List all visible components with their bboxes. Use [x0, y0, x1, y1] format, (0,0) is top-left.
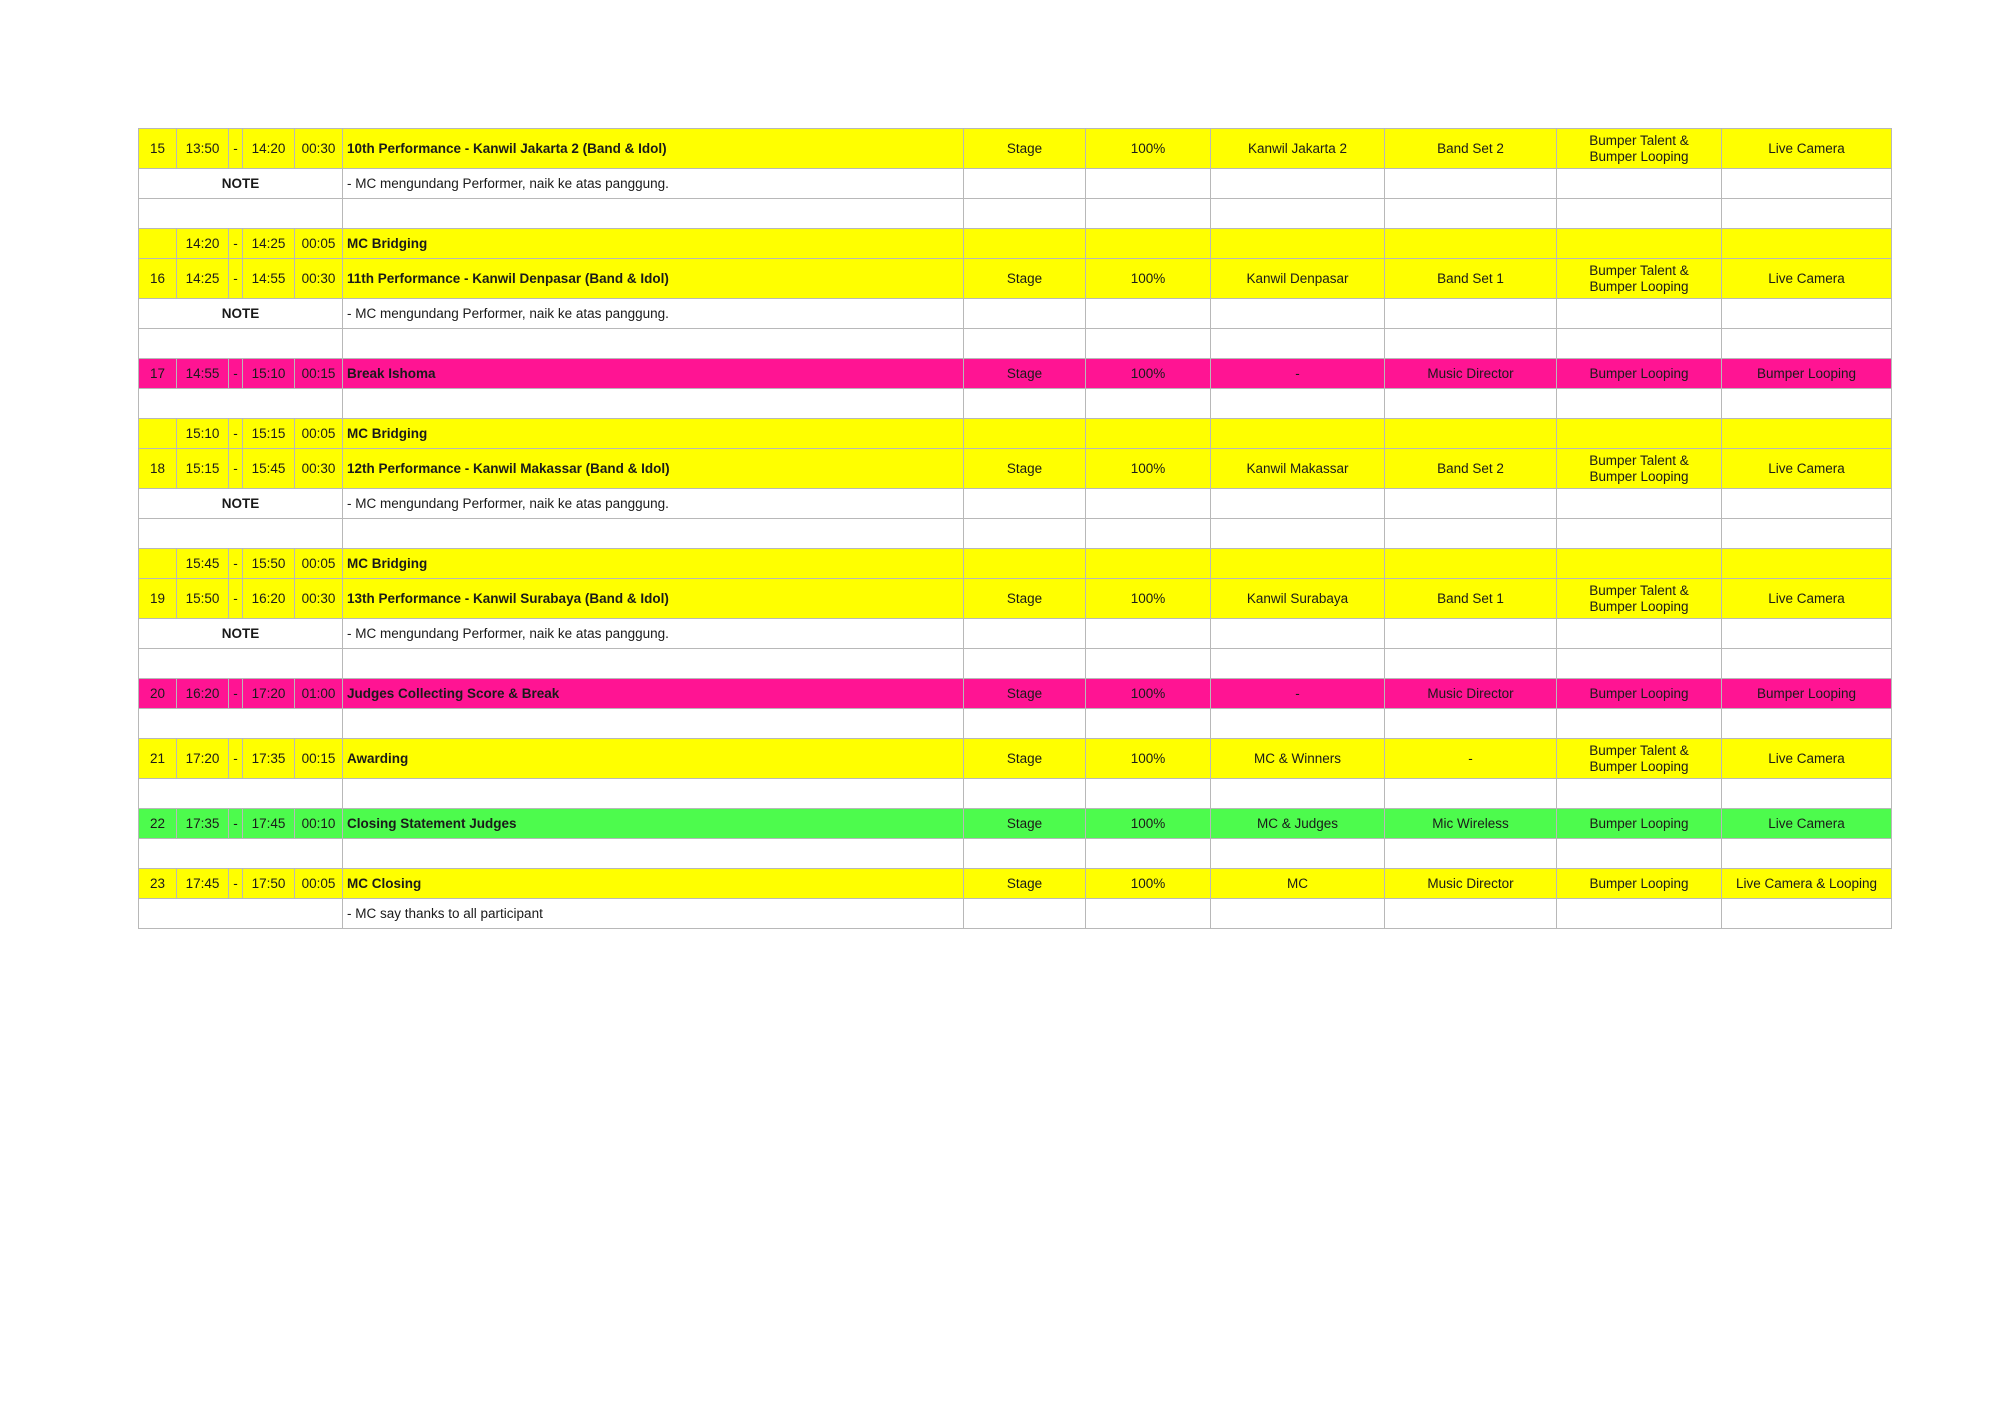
cell-talent	[1211, 779, 1385, 809]
cell-desc[interactable]: MC Bridging	[343, 549, 964, 579]
cell-blank-left	[139, 779, 343, 809]
cell-audio[interactable]: Music Director	[1385, 679, 1557, 709]
cell-desc[interactable]: Break Ishoma	[343, 359, 964, 389]
cell-end[interactable]: 15:10	[243, 359, 295, 389]
cell-vt	[1557, 389, 1722, 419]
cell-audio	[1385, 779, 1557, 809]
cell-dash[interactable]: -	[229, 229, 243, 259]
cell-dur[interactable]: 00:05	[295, 869, 343, 899]
cell-start[interactable]: 17:20	[177, 739, 229, 779]
cell-loc	[964, 709, 1086, 739]
table-row[interactable]	[139, 619, 1892, 649]
cell-loc[interactable]: Stage	[964, 449, 1086, 489]
cell-vt	[1557, 839, 1722, 869]
cell-desc	[343, 779, 964, 809]
cell-loc[interactable]: Stage	[964, 359, 1086, 389]
table-row[interactable]	[139, 649, 1892, 679]
cell-cam	[1722, 519, 1892, 549]
cell-vt[interactable]: Bumper Looping	[1557, 679, 1722, 709]
cell-talent	[1211, 299, 1385, 329]
cell-pct[interactable]	[1086, 549, 1211, 579]
cell-desc	[343, 709, 964, 739]
cell-talent[interactable]: Kanwil Jakarta 2	[1211, 129, 1385, 169]
cell-talent	[1211, 169, 1385, 199]
cell-dash[interactable]: -	[229, 449, 243, 489]
cell-talent[interactable]: MC	[1211, 869, 1385, 899]
cell-vt[interactable]: Bumper Talent & Bumper Looping	[1557, 259, 1722, 299]
cell-no[interactable]: 22	[139, 809, 177, 839]
cell-desc[interactable]: - MC mengundang Performer, naik ke atas panggung.	[343, 489, 964, 519]
cell-desc[interactable]: - MC mengundang Performer, naik ke atas panggung.	[343, 169, 964, 199]
table-row[interactable]	[139, 899, 1892, 929]
cell-no[interactable]: 19	[139, 579, 177, 619]
cell-vt	[1557, 619, 1722, 649]
cell-dur[interactable]: 00:05	[295, 549, 343, 579]
cell-vt	[1557, 299, 1722, 329]
cell-loc	[964, 839, 1086, 869]
cell-vt	[1557, 779, 1722, 809]
cell-dur[interactable]: 00:05	[295, 419, 343, 449]
cell-dash[interactable]: -	[229, 679, 243, 709]
cell-cam	[1722, 839, 1892, 869]
cell-label	[139, 899, 343, 929]
cell-label: NOTE	[139, 619, 343, 649]
cell-audio	[1385, 169, 1557, 199]
cell-no[interactable]: 17	[139, 359, 177, 389]
cell-loc	[964, 899, 1086, 929]
cell-loc[interactable]	[964, 419, 1086, 449]
cell-audio[interactable]: Music Director	[1385, 869, 1557, 899]
cell-audio[interactable]: Band Set 2	[1385, 129, 1557, 169]
cell-loc	[964, 199, 1086, 229]
cell-cam[interactable]: Live Camera & Looping	[1722, 869, 1892, 899]
cell-talent	[1211, 489, 1385, 519]
cell-loc	[964, 779, 1086, 809]
cell-label: NOTE	[139, 169, 343, 199]
cell-talent[interactable]	[1211, 419, 1385, 449]
cell-talent	[1211, 709, 1385, 739]
cell-pct	[1086, 169, 1211, 199]
cell-audio[interactable]: Band Set 1	[1385, 579, 1557, 619]
cell-audio	[1385, 489, 1557, 519]
table-row[interactable]	[139, 709, 1892, 739]
cell-dur[interactable]: 00:15	[295, 359, 343, 389]
cell-no[interactable]: 18	[139, 449, 177, 489]
cell-cam[interactable]: Live Camera	[1722, 129, 1892, 169]
cell-desc[interactable]: Judges Collecting Score & Break	[343, 679, 964, 709]
cell-audio[interactable]: Mic Wireless	[1385, 809, 1557, 839]
cell-dash[interactable]: -	[229, 869, 243, 899]
cell-dash[interactable]: -	[229, 259, 243, 299]
cell-desc[interactable]: - MC mengundang Performer, naik ke atas panggung.	[343, 299, 964, 329]
cell-desc[interactable]: Closing Statement Judges	[343, 809, 964, 839]
cell-no[interactable]: 20	[139, 679, 177, 709]
table-row[interactable]	[139, 519, 1892, 549]
cell-loc	[964, 169, 1086, 199]
cell-talent	[1211, 619, 1385, 649]
cell-pct	[1086, 649, 1211, 679]
cell-cam[interactable]: Live Camera	[1722, 259, 1892, 299]
cell-talent[interactable]: Kanwil Denpasar	[1211, 259, 1385, 299]
cell-start[interactable]: 17:35	[177, 809, 229, 839]
cell-cam[interactable]	[1722, 419, 1892, 449]
cell-vt[interactable]: Bumper Talent & Bumper Looping	[1557, 129, 1722, 169]
cell-talent[interactable]: Kanwil Makassar	[1211, 449, 1385, 489]
cell-audio[interactable]: Band Set 2	[1385, 449, 1557, 489]
cell-end[interactable]: 17:45	[243, 809, 295, 839]
cell-dash[interactable]: -	[229, 579, 243, 619]
table-row[interactable]	[139, 549, 1892, 579]
cell-talent[interactable]: Kanwil Surabaya	[1211, 579, 1385, 619]
cell-blank-left	[139, 709, 343, 739]
cell-pct	[1086, 899, 1211, 929]
cell-pct	[1086, 199, 1211, 229]
table-row[interactable]	[139, 359, 1892, 389]
cell-vt[interactable]: Bumper Looping	[1557, 869, 1722, 899]
cell-start[interactable]: 14:55	[177, 359, 229, 389]
table-row[interactable]	[139, 579, 1892, 619]
table-row[interactable]	[139, 299, 1892, 329]
cell-vt[interactable]	[1557, 419, 1722, 449]
cell-start[interactable]: 17:45	[177, 869, 229, 899]
cell-audio	[1385, 329, 1557, 359]
table-row[interactable]	[139, 809, 1892, 839]
cell-desc[interactable]: MC Bridging	[343, 419, 964, 449]
cell-vt[interactable]: Bumper Talent & Bumper Looping	[1557, 739, 1722, 779]
cell-end[interactable]: 15:15	[243, 419, 295, 449]
cell-cam	[1722, 489, 1892, 519]
cell-cam[interactable]	[1722, 229, 1892, 259]
cell-no[interactable]: 21	[139, 739, 177, 779]
cell-cam[interactable]: Live Camera	[1722, 809, 1892, 839]
cell-talent	[1211, 329, 1385, 359]
table-row[interactable]	[139, 779, 1892, 809]
table-row[interactable]	[139, 259, 1892, 299]
cell-talent[interactable]: MC & Judges	[1211, 809, 1385, 839]
cell-talent[interactable]: MC & Winners	[1211, 739, 1385, 779]
cell-start[interactable]: 15:15	[177, 449, 229, 489]
cell-vt[interactable]	[1557, 549, 1722, 579]
cell-dur[interactable]: 00:30	[295, 579, 343, 619]
cell-desc[interactable]: MC Closing	[343, 869, 964, 899]
table-row[interactable]	[139, 739, 1892, 779]
cell-pct[interactable]: 100%	[1086, 449, 1211, 489]
cell-talent	[1211, 899, 1385, 929]
cell-talent	[1211, 389, 1385, 419]
cell-cam	[1722, 169, 1892, 199]
rundown-sheet	[138, 128, 1878, 929]
cell-vt[interactable]: Bumper Looping	[1557, 809, 1722, 839]
cell-vt	[1557, 899, 1722, 929]
cell-desc[interactable]: 13th Performance - Kanwil Surabaya (Band & Idol)	[343, 579, 964, 619]
cell-dash[interactable]: -	[229, 129, 243, 169]
cell-audio	[1385, 899, 1557, 929]
cell-dur[interactable]: 00:05	[295, 229, 343, 259]
cell-pct	[1086, 299, 1211, 329]
cell-end[interactable]: 14:25	[243, 229, 295, 259]
cell-dur[interactable]: 00:30	[295, 449, 343, 489]
cell-loc[interactable]: Stage	[964, 869, 1086, 899]
cell-loc[interactable]: Stage	[964, 809, 1086, 839]
cell-start[interactable]: 15:50	[177, 579, 229, 619]
cell-audio[interactable]	[1385, 549, 1557, 579]
cell-desc[interactable]: Awarding	[343, 739, 964, 779]
cell-cam	[1722, 389, 1892, 419]
cell-cam	[1722, 779, 1892, 809]
cell-cam	[1722, 199, 1892, 229]
cell-cam[interactable]	[1722, 549, 1892, 579]
table-row[interactable]	[139, 419, 1892, 449]
cell-desc	[343, 329, 964, 359]
cell-audio	[1385, 649, 1557, 679]
cell-pct[interactable]: 100%	[1086, 809, 1211, 839]
cell-loc	[964, 519, 1086, 549]
cell-vt	[1557, 489, 1722, 519]
table-row[interactable]	[139, 329, 1892, 359]
cell-label: NOTE	[139, 489, 343, 519]
cell-loc[interactable]	[964, 229, 1086, 259]
cell-desc	[343, 199, 964, 229]
cell-cam	[1722, 299, 1892, 329]
cell-talent[interactable]	[1211, 229, 1385, 259]
rundown-body	[139, 129, 1892, 929]
cell-audio[interactable]	[1385, 229, 1557, 259]
cell-desc	[343, 389, 964, 419]
cell-talent	[1211, 199, 1385, 229]
cell-pct	[1086, 489, 1211, 519]
table-row[interactable]	[139, 679, 1892, 709]
cell-talent[interactable]: -	[1211, 679, 1385, 709]
cell-loc[interactable]: Stage	[964, 579, 1086, 619]
cell-audio	[1385, 299, 1557, 329]
cell-pct	[1086, 329, 1211, 359]
cell-cam	[1722, 329, 1892, 359]
cell-end[interactable]: 15:45	[243, 449, 295, 489]
cell-talent	[1211, 519, 1385, 549]
cell-dur[interactable]: 01:00	[295, 679, 343, 709]
cell-vt	[1557, 169, 1722, 199]
cell-blank-left	[139, 839, 343, 869]
cell-end[interactable]: 15:50	[243, 549, 295, 579]
cell-pct[interactable]: 100%	[1086, 679, 1211, 709]
cell-vt	[1557, 519, 1722, 549]
cell-blank-left	[139, 199, 343, 229]
cell-talent	[1211, 839, 1385, 869]
cell-end[interactable]: 14:20	[243, 129, 295, 169]
cell-loc[interactable]: Stage	[964, 679, 1086, 709]
table-row[interactable]	[139, 839, 1892, 869]
cell-pct[interactable]: 100%	[1086, 129, 1211, 169]
table-row[interactable]	[139, 449, 1892, 489]
cell-audio	[1385, 709, 1557, 739]
cell-dash[interactable]: -	[229, 809, 243, 839]
cell-loc[interactable]	[964, 549, 1086, 579]
cell-pct	[1086, 779, 1211, 809]
cell-desc	[343, 839, 964, 869]
cell-dash[interactable]: -	[229, 549, 243, 579]
cell-no[interactable]: 16	[139, 259, 177, 299]
cell-start[interactable]: 16:20	[177, 679, 229, 709]
table-row[interactable]	[139, 129, 1892, 169]
cell-audio[interactable]: -	[1385, 739, 1557, 779]
cell-audio	[1385, 839, 1557, 869]
cell-cam[interactable]: Bumper Looping	[1722, 359, 1892, 389]
cell-loc	[964, 299, 1086, 329]
cell-audio	[1385, 519, 1557, 549]
cell-audio[interactable]	[1385, 419, 1557, 449]
cell-vt	[1557, 649, 1722, 679]
cell-cam[interactable]: Live Camera	[1722, 449, 1892, 489]
cell-pct	[1086, 839, 1211, 869]
cell-pct[interactable]: 100%	[1086, 869, 1211, 899]
cell-no[interactable]	[139, 419, 177, 449]
cell-cam	[1722, 709, 1892, 739]
cell-no[interactable]	[139, 229, 177, 259]
cell-pct	[1086, 709, 1211, 739]
cell-dur[interactable]: 00:30	[295, 259, 343, 299]
cell-audio[interactable]: Music Director	[1385, 359, 1557, 389]
cell-desc[interactable]: 10th Performance - Kanwil Jakarta 2 (Band & Idol)	[343, 129, 964, 169]
cell-dur[interactable]: 00:10	[295, 809, 343, 839]
table-row[interactable]	[139, 169, 1892, 199]
cell-blank-left	[139, 329, 343, 359]
cell-loc	[964, 649, 1086, 679]
cell-cam[interactable]: Live Camera	[1722, 579, 1892, 619]
cell-blank-left	[139, 649, 343, 679]
cell-dur[interactable]: 00:30	[295, 129, 343, 169]
table-row[interactable]	[139, 199, 1892, 229]
cell-pct[interactable]	[1086, 419, 1211, 449]
table-row[interactable]	[139, 869, 1892, 899]
cell-loc[interactable]: Stage	[964, 739, 1086, 779]
rundown-table	[138, 128, 1892, 929]
cell-desc	[343, 519, 964, 549]
cell-talent[interactable]	[1211, 549, 1385, 579]
cell-vt[interactable]: Bumper Looping	[1557, 359, 1722, 389]
cell-end[interactable]: 16:20	[243, 579, 295, 619]
cell-loc	[964, 389, 1086, 419]
cell-cam[interactable]: Live Camera	[1722, 739, 1892, 779]
cell-end[interactable]: 17:50	[243, 869, 295, 899]
cell-audio	[1385, 619, 1557, 649]
cell-pct[interactable]: 100%	[1086, 359, 1211, 389]
cell-vt	[1557, 329, 1722, 359]
cell-vt	[1557, 199, 1722, 229]
cell-vt	[1557, 709, 1722, 739]
cell-audio	[1385, 389, 1557, 419]
cell-talent	[1211, 649, 1385, 679]
cell-vt[interactable]	[1557, 229, 1722, 259]
cell-label: NOTE	[139, 299, 343, 329]
cell-cam[interactable]: Bumper Looping	[1722, 679, 1892, 709]
cell-start[interactable]: 13:50	[177, 129, 229, 169]
cell-dash[interactable]: -	[229, 739, 243, 779]
cell-end[interactable]: 14:55	[243, 259, 295, 299]
cell-vt[interactable]: Bumper Talent & Bumper Looping	[1557, 449, 1722, 489]
cell-audio	[1385, 199, 1557, 229]
cell-cam	[1722, 899, 1892, 929]
cell-desc[interactable]: MC Bridging	[343, 229, 964, 259]
cell-loc	[964, 619, 1086, 649]
cell-pct	[1086, 389, 1211, 419]
cell-talent[interactable]: -	[1211, 359, 1385, 389]
cell-loc[interactable]: Stage	[964, 259, 1086, 299]
table-row[interactable]	[139, 229, 1892, 259]
cell-pct	[1086, 619, 1211, 649]
cell-pct[interactable]: 100%	[1086, 579, 1211, 619]
cell-pct	[1086, 519, 1211, 549]
cell-blank-left	[139, 389, 343, 419]
cell-dash[interactable]: -	[229, 419, 243, 449]
cell-desc[interactable]: - MC mengundang Performer, naik ke atas panggung.	[343, 619, 964, 649]
cell-start[interactable]: 15:10	[177, 419, 229, 449]
cell-end[interactable]: 17:35	[243, 739, 295, 779]
cell-loc[interactable]: Stage	[964, 129, 1086, 169]
cell-start[interactable]: 14:20	[177, 229, 229, 259]
cell-pct[interactable]: 100%	[1086, 259, 1211, 299]
cell-desc[interactable]: 12th Performance - Kanwil Makassar (Band & Idol)	[343, 449, 964, 489]
cell-start[interactable]: 14:25	[177, 259, 229, 299]
cell-cam	[1722, 649, 1892, 679]
cell-loc	[964, 489, 1086, 519]
cell-no[interactable]	[139, 549, 177, 579]
cell-audio[interactable]: Band Set 1	[1385, 259, 1557, 299]
cell-start[interactable]: 15:45	[177, 549, 229, 579]
cell-desc[interactable]: 11th Performance - Kanwil Denpasar (Band & Idol)	[343, 259, 964, 299]
cell-loc	[964, 329, 1086, 359]
cell-pct[interactable]	[1086, 229, 1211, 259]
cell-vt[interactable]: Bumper Talent & Bumper Looping	[1557, 579, 1722, 619]
cell-end[interactable]: 17:20	[243, 679, 295, 709]
cell-desc	[343, 649, 964, 679]
cell-no[interactable]: 23	[139, 869, 177, 899]
table-row[interactable]	[139, 489, 1892, 519]
cell-pct[interactable]: 100%	[1086, 739, 1211, 779]
cell-dur[interactable]: 00:15	[295, 739, 343, 779]
table-row[interactable]	[139, 389, 1892, 419]
cell-no[interactable]: 15	[139, 129, 177, 169]
cell-dash[interactable]: -	[229, 359, 243, 389]
cell-cam	[1722, 619, 1892, 649]
cell-desc[interactable]: - MC say thanks to all participant	[343, 899, 964, 929]
cell-blank-left	[139, 519, 343, 549]
